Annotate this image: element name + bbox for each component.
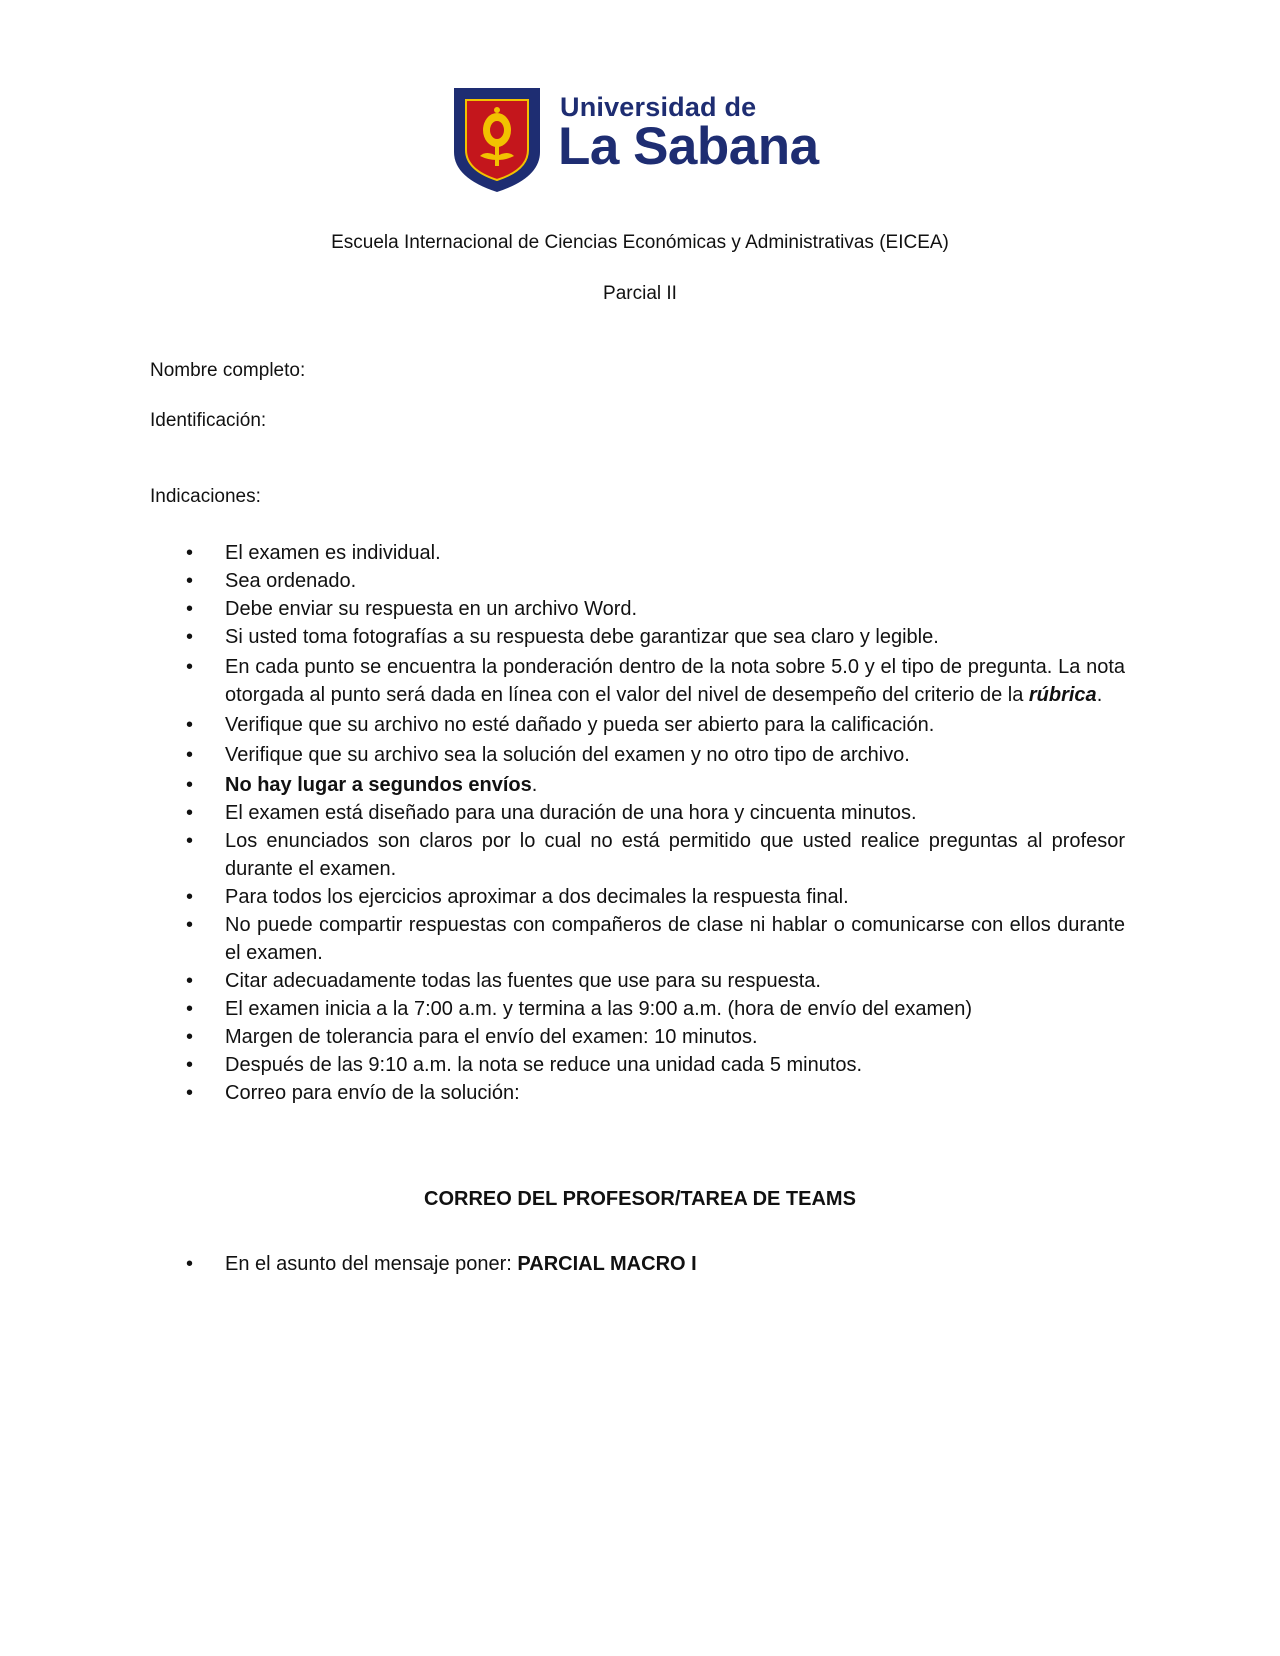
list-item: [0, 967, 1280, 995]
list-item: [0, 741, 1280, 769]
list-item: [0, 1079, 1280, 1107]
list-item-text: Verifique que su archivo no esté dañado y pueda ser abierto para la calificación.: [225, 714, 935, 736]
logo-line-1: Universidad de: [560, 92, 757, 122]
list-item-end: .: [531, 774, 538, 796]
bullet-icon: •: [186, 714, 194, 736]
rubric-emphasis: rúbrica: [1028, 684, 1097, 706]
list-item: [0, 827, 1280, 883]
bullet-icon: •: [186, 626, 194, 648]
subject-list: [0, 1250, 1280, 1278]
bullet-icon: •: [186, 570, 194, 592]
university-logo: [452, 86, 822, 196]
list-item: [0, 799, 1280, 827]
list-item: [0, 539, 1280, 567]
school-name: Escuela Internacional de Ciencias Económicas y Administrativas (EICEA): [331, 232, 949, 253]
list-item: [0, 1250, 1280, 1278]
list-item-text: Si usted toma fotografías a su respuesta debe garantizar que sea claro y legible.: [225, 626, 939, 648]
list-item-text: Verifique que su archivo sea la solución del examen y no otro tipo de archivo.: [225, 744, 910, 766]
bullet-icon: •: [186, 886, 194, 908]
list-item-text: Los enunciados son claros por lo cual no está permitido que usted realice preguntas al profesor durante el examen.: [225, 830, 1125, 880]
list-item: [0, 911, 1280, 967]
university-shield-icon: [452, 86, 542, 194]
list-item-text: Después de las 9:10 a.m. la nota se reduce una unidad cada 5 minutos.: [225, 1054, 863, 1076]
list-item-end: .: [1096, 684, 1103, 706]
list-item: [0, 653, 1280, 709]
no-resubmission-text: No hay lugar a segundos envíos: [225, 774, 532, 796]
bullet-icon: •: [186, 1026, 194, 1048]
list-item: [0, 567, 1280, 595]
list-item-text: Correo para envío de la solución:: [225, 1082, 520, 1104]
list-item-text: Sea ordenado.: [225, 570, 357, 592]
bullet-icon: •: [186, 998, 194, 1020]
bullet-icon: •: [186, 830, 194, 852]
bullet-icon: •: [186, 774, 194, 796]
bullet-icon: •: [186, 1054, 194, 1076]
name-field-label: Nombre completo:: [150, 360, 306, 381]
bullet-icon: •: [186, 1253, 194, 1275]
list-item: [0, 1023, 1280, 1051]
list-item-text: Margen de tolerancia para el envío del examen: 10 minutos.: [225, 1026, 758, 1048]
list-item-text: En cada punto se encuentra la ponderación dentro de la nota sobre 5.0 y el tipo de pregunta. La nota otorgada al punto será dada en línea con el valor del nivel de desempeño del criterio de la: [225, 656, 1125, 706]
email-heading: CORREO DEL PROFESOR/TAREA DE TEAMS: [424, 1188, 856, 1210]
bullet-icon: •: [186, 970, 194, 992]
list-item: [0, 711, 1280, 739]
list-item: [0, 623, 1280, 651]
subject-text: En el asunto del mensaje poner:: [225, 1253, 518, 1275]
list-item: [0, 995, 1280, 1023]
bullet-icon: •: [186, 914, 194, 936]
list-item: [0, 771, 1280, 799]
list-item-text: El examen inicia a la 7:00 a.m. y termina a las 9:00 a.m. (hora de envío del examen): [225, 998, 973, 1020]
list-item: [0, 883, 1280, 911]
exam-title: Parcial II: [603, 283, 677, 304]
bullet-icon: •: [186, 744, 194, 766]
list-item-text: Para todos los ejercicios aproximar a dos decimales la respuesta final.: [225, 886, 849, 908]
list-item-text: El examen es individual.: [225, 542, 441, 564]
list-item-text: Citar adecuadamente todas las fuentes que use para su respuesta.: [225, 970, 821, 992]
list-item: [0, 1051, 1280, 1079]
list-item: [0, 595, 1280, 623]
bullet-icon: •: [186, 542, 194, 564]
list-item-text: No puede compartir respuestas con compañeros de clase ni hablar o comunicarse con ellos durante el examen.: [225, 914, 1125, 964]
bullet-icon: •: [186, 802, 194, 824]
bullet-icon: •: [186, 1082, 194, 1104]
instructions-label: Indicaciones:: [150, 486, 261, 507]
list-item-text: El examen está diseñado para una duración de una hora y cincuenta minutos.: [225, 802, 917, 824]
instructions-list: [0, 539, 1280, 1107]
bullet-icon: •: [186, 656, 194, 678]
subject-value: PARCIAL MACRO I: [517, 1253, 697, 1275]
list-item-text: Debe enviar su respuesta en un archivo Word.: [225, 598, 638, 620]
logo-line-2: La Sabana: [558, 117, 819, 176]
bullet-icon: •: [186, 598, 194, 620]
id-field-label: Identificación:: [150, 410, 267, 431]
